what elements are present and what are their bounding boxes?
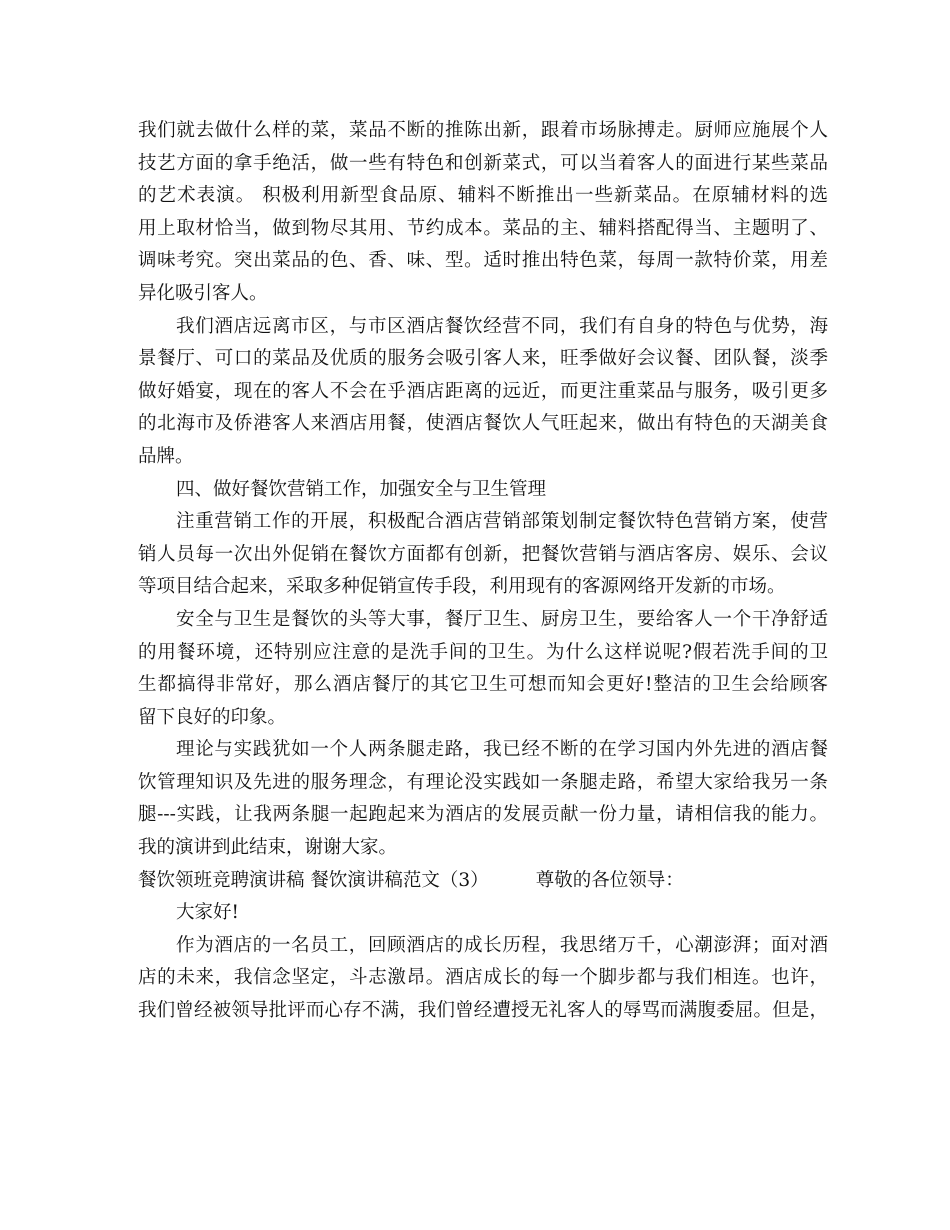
- text-line: 调味考究。突出菜品的色、香、味、型。适时推出特色菜，每周一款特价菜，用差: [138, 250, 828, 272]
- text-line: 安全与卫生是餐饮的头等大事，餐厅卫生、厨房卫生，要给客人一个干净舒适: [176, 608, 828, 630]
- text-line: 生都搞得非常好，那么酒店餐厅的其它卫生可想而知会更好!整洁的卫生会给顾客: [138, 674, 829, 696]
- text-line: 销人员每一次出外促销在餐饮方面都有创新，把餐饮营销与酒店客房、娱乐、会议: [138, 543, 828, 565]
- text-line: 等项目结合起来，采取多种促销宣传手段，利用现有的客源网络开发新的市场。: [138, 576, 786, 598]
- text-line: 用上取材恰当，做到物尽其用、节约成本。菜品的主、辅料搭配得当、主题明了、: [138, 217, 828, 239]
- text-line: 理论与实践犹如一个人两条腿走路，我已经不断的在学习国内外先进的酒店餐: [176, 739, 828, 761]
- text-line: 我们酒店远离市区，与市区酒店餐饮经营不同，我们有自身的特色与优势，海: [176, 315, 828, 337]
- document-body: [138, 115, 828, 1028]
- text-line: 我的演讲到此结束，谢谢大家。: [138, 837, 398, 859]
- text-line: 我们就去做什么样的菜，菜品不断的推陈出新，跟着市场脉搏走。厨师应施展个人: [138, 120, 828, 141]
- text-line: 的艺术表演。 积极利用新型食品原、辅料不断推出一些新菜品。在原辅材料的选: [138, 185, 828, 207]
- text-line: 餐饮领班竞聘演讲稿 餐饮演讲稿范文（3） 尊敬的各位领导：: [138, 869, 684, 891]
- text-line: 技艺方面的拿手绝活，做一些有特色和创新菜式，可以当着客人的面进行某些菜品: [138, 152, 828, 174]
- text-line: 的用餐环境，还特别应注意的是洗手间的卫生。为什么这样说呢?假若洗手间的卫: [138, 641, 828, 663]
- text-line: 四、做好餐饮营销工作，加强安全与卫生管理: [176, 478, 547, 500]
- text-line: 做好婚宴，现在的客人不会在乎酒店距离的远近，而更注重菜品与服务，吸引更多: [138, 380, 828, 402]
- text-line: 腿---实践，让我两条腿一起跑起来为酒店的发展贡献一份力量，请相信我的能力。: [138, 804, 828, 826]
- text-line: 异化吸引客人。: [138, 282, 268, 304]
- text-line: 店的未来，我信念坚定，斗志激昂。酒店成长的每一个脚步都与我们相连。也许，: [138, 967, 828, 989]
- text-line: 我们曾经被领导批评而心存不满，我们曾经遭授无礼客人的辱骂而满腹委屈。但是，: [138, 1000, 828, 1022]
- text-line: 品牌。: [138, 445, 194, 467]
- text-line: 大家好!: [176, 902, 239, 924]
- text-line: 的北海市及侨港客人来酒店用餐，使酒店餐饮人气旺起来，做出有特色的天湖美食: [138, 413, 828, 435]
- text-line: 景餐厅、可口的菜品及优质的服务会吸引客人来，旺季做好会议餐、团队餐，淡季: [138, 348, 828, 370]
- text-line: 注重营销工作的开展，积极配合酒店营销部策划制定餐饮特色营销方案，使营: [176, 511, 828, 533]
- text-line: 作为酒店的一名员工，回顾酒店的成长历程，我思绪万千，心潮澎湃；面对酒: [176, 934, 828, 956]
- text-line: 留下良好的印象。: [138, 706, 287, 728]
- text-line: 饮管理知识及先进的服务理念，有理论没实践如一条腿走路，希望大家给我另一条: [138, 771, 828, 793]
